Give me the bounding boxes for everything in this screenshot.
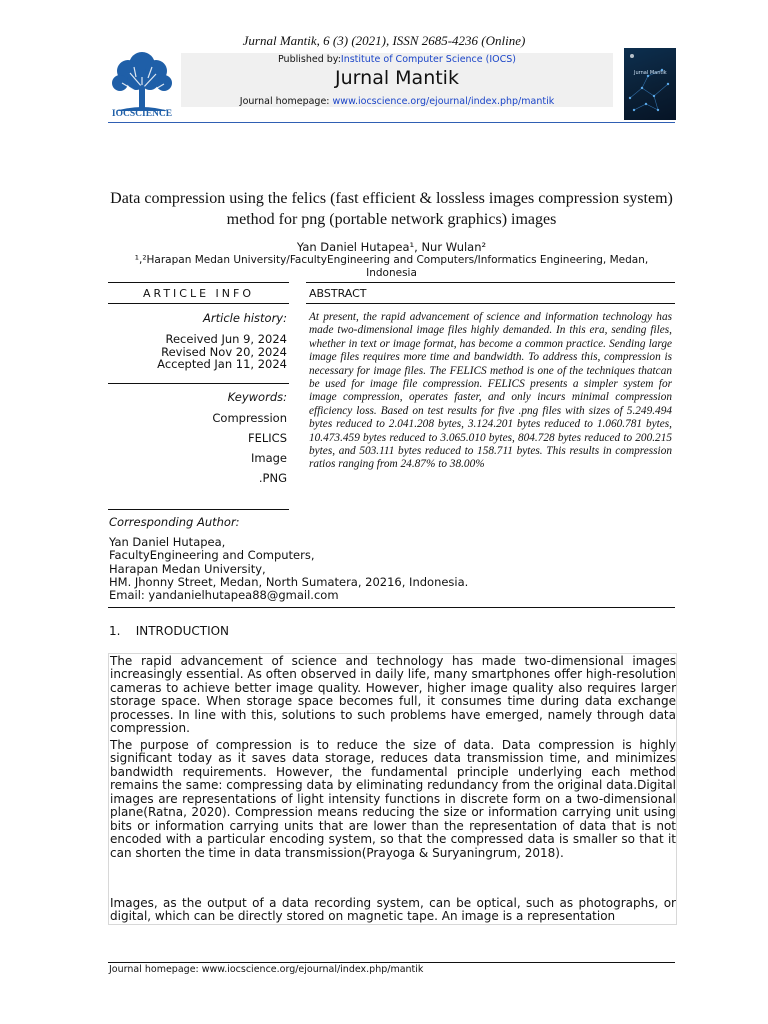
paper-title: Data compression using the felics (fast efficient & lossless images compression system) method for png (portable network graphics) images — [110, 190, 673, 228]
iocscience-logo — [108, 47, 176, 121]
homepage-link[interactable]: www.iocscience.org/ejournal/index.php/mantik — [332, 96, 555, 107]
accepted-date: Accepted Jan 11, 2024 — [157, 357, 287, 371]
logo-wordmark: IOCSCIENCE — [111, 109, 173, 119]
introduction-paragraph: Images, as the output of a data recording system, can be optical, such as photographs, or digital, which can be directly stored on magnetic tape. An image is a representation — [110, 896, 676, 924]
received-date: Received Jun 9, 2024 — [165, 332, 287, 346]
abstract-heading: ABSTRACT — [309, 287, 367, 300]
published-by-label: Published by: — [277, 54, 341, 65]
paper-authors: Yan Daniel Hutapea¹, Nur Wulan² — [296, 240, 487, 254]
journal-homepage — [181, 96, 613, 107]
cover-network-icon — [624, 48, 676, 120]
publisher-link[interactable]: Institute of Computer Science (IOCS) — [340, 54, 517, 65]
keyword: .PNG — [258, 471, 287, 485]
introduction-paragraph: The purpose of compression is to reduce the size of data. Data compression is highly significant today as it saves data storage, reduces data transmission time, and minimizes bandwidth requirements. However, the fundamental principle underlying each method remains the same: compressing data by eliminating redundancy from the original data.Digital images are representations of light intensity functions in discrete form on a two-dimensional plane(Ratna, 2020). Compression means reducing the size or information carrying unit using bits or information carrying units that are lower than the representation of data that is not encoded with a particular encoding system, so that the compressed data is smaller so that it can shorten the time in data transmission(Prayoga & Suryaningrum, 2018). — [110, 738, 676, 860]
abstract-text: At present, the rapid advancement of science and information technology has made two-dimensional image files highly demanded. In this era, sending files, whether in text or image format, has become a common practice. Sending large image files requires more time and bandwidth. To address this, compression is necessary for image files. The FELICS method is one of the techniques thatcan be used for image file compression. FELICS presents a simpler system for image compression, operates faster, and only incurs minimal compression efficiency loss. Based on test results for five .png files with sizes of 5.249.494 bytes reduced to 2.041.208 bytes, 3.124.201 bytes reduced to 1.060.781 bytes, 10.473.459 bytes reduced to 3.065.010 bytes, 804.728 bytes reduced to 200.215 bytes, and 503.111 bytes reduced to 158.711 bytes. This results in compression ratios ranging from 24.87% to 38.00% — [309, 311, 672, 471]
keyword: FELICS — [247, 431, 287, 445]
article-info-bottom-rule — [108, 509, 289, 510]
corresponding-author-name: Yan Daniel Hutapea, — [109, 535, 226, 549]
keyword: Compression — [212, 411, 287, 425]
article-info-rule — [108, 383, 289, 384]
paper-affiliation: ¹,²Harapan Medan University/FacultyEngineering and Computers/Informatics Engineering, Medan, Indonesia — [134, 254, 649, 279]
introduction-heading: 1. INTRODUCTION — [109, 624, 230, 638]
section-divider-rule — [108, 607, 675, 608]
footer-homepage: Journal homepage: www.iocscience.org/ejournal/index.php/mantik — [109, 964, 424, 975]
footer-rule — [108, 962, 675, 963]
journal-citation: Jurnal Mantik, 6 (3) (2021), ISSN 2685-4236 (Online) — [242, 33, 526, 48]
abstract-rule — [306, 303, 675, 304]
article-info-rule — [108, 303, 289, 304]
header-rule — [108, 122, 675, 123]
journal-name: Jurnal Mantik — [335, 67, 459, 89]
revised-date: Revised Nov 20, 2024 — [161, 345, 287, 359]
introduction-paragraph: The rapid advancement of science and technology has made two-dimensional images increasingly essential. As often observed in daily life, many smartphones offer high-resolution cameras to achieve better image quality. However, higher image quality also requires larger storage space. When storage space becomes full, it consumes time during data exchange processes. In line with this, solutions to such problems have emerged, namely through data compression. — [110, 654, 676, 736]
published-by — [181, 54, 613, 65]
abstract-top-rule — [306, 282, 675, 283]
article-history-label: Article history: — [203, 311, 287, 325]
corresponding-author-email: Email: yandanielhutapea88@gmail.com — [109, 588, 339, 603]
cover-title: Jurnal Mantik — [634, 70, 667, 76]
corresponding-author-address: HM. Jhonny Street, Medan, North Sumatera, 20216, Indonesia. — [109, 574, 469, 589]
keywords-label: Keywords: — [227, 390, 287, 404]
corresponding-author-details — [109, 536, 468, 602]
article-info-heading: ARTICLE INFO — [142, 287, 255, 300]
corresponding-author-university: Harapan Medan University, — [109, 561, 266, 576]
corresponding-author-label: Corresponding Author: — [109, 515, 240, 529]
article-info-top-rule — [108, 282, 289, 283]
homepage-label: Journal homepage: — [239, 96, 333, 107]
journal-cover-image — [624, 48, 676, 120]
keyword: Image — [250, 451, 287, 465]
corresponding-author-faculty: FacultyEngineering and Computers, — [109, 548, 315, 563]
